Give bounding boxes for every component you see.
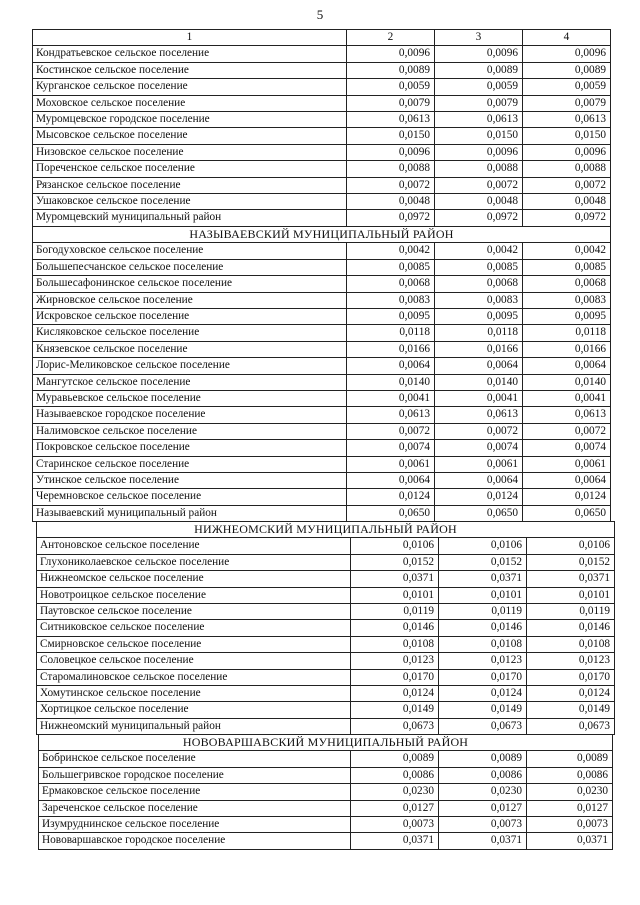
value-col-3: 0,0371	[439, 833, 527, 849]
value-col-4: 0,0119	[527, 604, 615, 620]
settlement-name: Бобринское сельское поселение	[39, 751, 351, 767]
value-col-3: 0,0124	[439, 686, 527, 702]
section-header-row	[37, 522, 615, 538]
value-col-4: 0,0079	[523, 95, 611, 111]
column-header-2: 2	[347, 30, 435, 46]
settlement-name: Новотроицкое сельское поселение	[37, 587, 351, 603]
value-col-2: 0,0149	[351, 702, 439, 718]
settlement-name: Налимовское сельское поселение	[33, 423, 347, 439]
value-col-3: 0,0127	[439, 800, 527, 816]
value-col-3: 0,0150	[435, 128, 523, 144]
settlement-name: Мысовское сельское поселение	[33, 128, 347, 144]
settlement-name: Хомутинское сельское поселение	[37, 686, 351, 702]
value-col-3: 0,0152	[439, 554, 527, 570]
table-row	[33, 407, 611, 423]
table-row	[33, 456, 611, 472]
value-col-2: 0,0085	[347, 259, 435, 275]
column-header-4: 4	[523, 30, 611, 46]
value-col-3: 0,0371	[439, 571, 527, 587]
value-col-3: 0,0972	[435, 210, 523, 226]
settlement-name: Искровское сельское поселение	[33, 308, 347, 324]
settlement-name: Кондратьевское сельское поселение	[33, 46, 347, 62]
value-col-2: 0,0673	[351, 718, 439, 734]
table-row	[33, 79, 611, 95]
settlement-name: Хортицкое сельское поселение	[37, 702, 351, 718]
value-col-4: 0,0371	[527, 833, 613, 849]
value-col-2: 0,0166	[347, 341, 435, 357]
value-col-3: 0,0101	[439, 587, 527, 603]
table-body	[39, 735, 613, 850]
section-title: НОВОВАРШАВСКИЙ МУНИЦИПАЛЬНЫЙ РАЙОН	[39, 735, 613, 751]
settlement-name: Ушаковское сельское поселение	[33, 194, 347, 210]
value-col-3: 0,0042	[435, 243, 523, 259]
table-body	[33, 30, 611, 522]
value-col-2: 0,0096	[347, 46, 435, 62]
value-col-4: 0,0042	[523, 243, 611, 259]
settlement-name: Нижнеомский муниципальный район	[37, 718, 351, 734]
value-col-2: 0,0108	[351, 636, 439, 652]
value-col-4: 0,0123	[527, 653, 615, 669]
value-col-3: 0,0106	[439, 538, 527, 554]
settlement-name: Называевский муниципальный район	[33, 505, 347, 521]
settlement-name: Курганское сельское поселение	[33, 79, 347, 95]
value-col-3: 0,0170	[439, 669, 527, 685]
settlement-name: Называевское городское поселение	[33, 407, 347, 423]
settlement-name: Низовское сельское поселение	[33, 144, 347, 160]
table-row	[37, 620, 615, 636]
table-row	[33, 489, 611, 505]
table-row	[33, 259, 611, 275]
value-col-4: 0,0085	[523, 259, 611, 275]
table-row	[37, 669, 615, 685]
settlement-name: Нововаршавское городское поселение	[39, 833, 351, 849]
table-row	[39, 767, 613, 783]
table-row	[33, 440, 611, 456]
value-col-4: 0,0152	[527, 554, 615, 570]
value-col-4: 0,0068	[523, 276, 611, 292]
data-table	[36, 521, 615, 735]
table-row	[33, 472, 611, 488]
table-row	[33, 341, 611, 357]
table-row	[39, 800, 613, 816]
table-row	[39, 784, 613, 800]
table-part-2	[36, 521, 614, 735]
settlement-name: Глухониколаевское сельское поселение	[37, 554, 351, 570]
value-col-2: 0,0042	[347, 243, 435, 259]
value-col-4: 0,0089	[527, 751, 613, 767]
table-row	[33, 62, 611, 78]
settlement-name: Смирновское сельское поселение	[37, 636, 351, 652]
value-col-2: 0,0088	[347, 161, 435, 177]
value-col-3: 0,0074	[435, 440, 523, 456]
settlement-name: Князевское сельское поселение	[33, 341, 347, 357]
value-col-3: 0,0613	[435, 112, 523, 128]
value-col-2: 0,0048	[347, 194, 435, 210]
settlement-name: Ермаковское сельское поселение	[39, 784, 351, 800]
settlement-name: Нижнеомское сельское поселение	[37, 571, 351, 587]
value-col-2: 0,0059	[347, 79, 435, 95]
value-col-2: 0,0140	[347, 374, 435, 390]
table-row	[37, 587, 615, 603]
table-row	[37, 571, 615, 587]
value-col-4: 0,0146	[527, 620, 615, 636]
value-col-4: 0,0650	[523, 505, 611, 521]
value-col-2: 0,0123	[351, 653, 439, 669]
value-col-3: 0,0096	[435, 144, 523, 160]
settlement-name: Большепесчанское сельское поселение	[33, 259, 347, 275]
table-row	[33, 243, 611, 259]
value-col-2: 0,0041	[347, 390, 435, 406]
value-col-3: 0,0083	[435, 292, 523, 308]
table-row	[33, 276, 611, 292]
settlement-name: Мангутское сельское поселение	[33, 374, 347, 390]
value-col-2: 0,0072	[347, 177, 435, 193]
value-col-2: 0,0124	[351, 686, 439, 702]
settlement-name: Костинское сельское поселение	[33, 62, 347, 78]
value-col-3: 0,0072	[435, 177, 523, 193]
table-part-3	[38, 734, 612, 850]
value-col-4: 0,0101	[527, 587, 615, 603]
table-row	[33, 505, 611, 521]
table-row	[33, 95, 611, 111]
settlement-name: Старинское сельское поселение	[33, 456, 347, 472]
value-col-4: 0,0150	[523, 128, 611, 144]
table-row	[37, 686, 615, 702]
value-col-4: 0,0088	[523, 161, 611, 177]
settlement-name: Антоновское сельское поселение	[37, 538, 351, 554]
value-col-4: 0,0166	[523, 341, 611, 357]
value-col-2: 0,0068	[347, 276, 435, 292]
value-col-4: 0,0096	[523, 144, 611, 160]
value-col-4: 0,0371	[527, 571, 615, 587]
value-col-4: 0,0041	[523, 390, 611, 406]
settlement-name: Лорис-Меликовское сельское поселение	[33, 358, 347, 374]
section-title: НИЖНЕОМСКИЙ МУНИЦИПАЛЬНЫЙ РАЙОН	[37, 522, 615, 538]
value-col-2: 0,0089	[351, 751, 439, 767]
table-row	[37, 653, 615, 669]
table-row	[39, 833, 613, 849]
value-col-4: 0,0048	[523, 194, 611, 210]
value-col-3: 0,0086	[439, 767, 527, 783]
table-body	[37, 522, 615, 735]
value-col-3: 0,0124	[435, 489, 523, 505]
value-col-3: 0,0064	[435, 472, 523, 488]
settlement-name: Ситниковское сельское поселение	[37, 620, 351, 636]
settlement-name: Зареченское сельское поселение	[39, 800, 351, 816]
value-col-2: 0,0089	[347, 62, 435, 78]
value-col-2: 0,0095	[347, 308, 435, 324]
table-row	[33, 194, 611, 210]
value-col-4: 0,0613	[523, 407, 611, 423]
table-row	[33, 128, 611, 144]
value-col-2: 0,0074	[347, 440, 435, 456]
value-col-3: 0,0650	[435, 505, 523, 521]
table-row	[39, 751, 613, 767]
value-col-2: 0,0096	[347, 144, 435, 160]
value-col-2: 0,0061	[347, 456, 435, 472]
value-col-2: 0,0146	[351, 620, 439, 636]
value-col-3: 0,0140	[435, 374, 523, 390]
table-row	[33, 210, 611, 226]
section-header-row	[33, 226, 611, 242]
table-row	[33, 177, 611, 193]
settlement-name: Изумруднинское сельское поселение	[39, 817, 351, 833]
section-title: НАЗЫВАЕВСКИЙ МУНИЦИПАЛЬНЫЙ РАЙОН	[33, 226, 611, 242]
value-col-3: 0,0064	[435, 358, 523, 374]
settlement-name: Пореченское сельское поселение	[33, 161, 347, 177]
value-col-4: 0,0095	[523, 308, 611, 324]
value-col-3: 0,0146	[439, 620, 527, 636]
settlement-name: Большесафонинское сельское поселение	[33, 276, 347, 292]
value-col-4: 0,0118	[523, 325, 611, 341]
settlement-name: Черемновское сельское поселение	[33, 489, 347, 505]
table-row	[33, 390, 611, 406]
value-col-3: 0,0613	[435, 407, 523, 423]
value-col-3: 0,0068	[435, 276, 523, 292]
table-row	[39, 817, 613, 833]
settlement-name: Муравьевское сельское поселение	[33, 390, 347, 406]
value-col-4: 0,0170	[527, 669, 615, 685]
table-row	[37, 604, 615, 620]
value-col-2: 0,0371	[351, 571, 439, 587]
value-col-3: 0,0061	[435, 456, 523, 472]
value-col-3: 0,0118	[435, 325, 523, 341]
settlement-name: Богодуховское сельское поселение	[33, 243, 347, 259]
table-row	[37, 702, 615, 718]
value-col-2: 0,0152	[351, 554, 439, 570]
value-col-3: 0,0041	[435, 390, 523, 406]
table-part-1	[32, 29, 610, 522]
value-col-2: 0,0613	[347, 112, 435, 128]
value-col-4: 0,0127	[527, 800, 613, 816]
table-row	[37, 554, 615, 570]
table-row	[33, 46, 611, 62]
value-col-3: 0,0123	[439, 653, 527, 669]
settlement-name: Покровское сельское поселение	[33, 440, 347, 456]
value-col-2: 0,0118	[347, 325, 435, 341]
value-col-3: 0,0108	[439, 636, 527, 652]
settlement-name: Соловецкое сельское поселение	[37, 653, 351, 669]
value-col-3: 0,0166	[435, 341, 523, 357]
column-header-1: 1	[33, 30, 347, 46]
value-col-2: 0,0086	[351, 767, 439, 783]
value-col-4: 0,0083	[523, 292, 611, 308]
value-col-3: 0,0089	[439, 751, 527, 767]
value-col-3: 0,0048	[435, 194, 523, 210]
table-row	[33, 325, 611, 341]
value-col-4: 0,0140	[523, 374, 611, 390]
value-col-2: 0,0230	[351, 784, 439, 800]
value-col-2: 0,0119	[351, 604, 439, 620]
column-header-row	[33, 30, 611, 46]
table-row	[33, 292, 611, 308]
value-col-2: 0,0127	[351, 800, 439, 816]
settlement-name: Муромцевское городское поселение	[33, 112, 347, 128]
settlement-name: Муромцевский муниципальный район	[33, 210, 347, 226]
value-col-4: 0,0061	[523, 456, 611, 472]
value-col-3: 0,0230	[439, 784, 527, 800]
value-col-4: 0,0106	[527, 538, 615, 554]
value-col-3: 0,0059	[435, 79, 523, 95]
value-col-2: 0,0371	[351, 833, 439, 849]
value-col-3: 0,0119	[439, 604, 527, 620]
value-col-3: 0,0089	[435, 62, 523, 78]
table-row	[33, 161, 611, 177]
value-col-2: 0,0079	[347, 95, 435, 111]
table-row	[33, 144, 611, 160]
value-col-3: 0,0095	[435, 308, 523, 324]
value-col-3: 0,0073	[439, 817, 527, 833]
value-col-3: 0,0096	[435, 46, 523, 62]
value-col-4: 0,0059	[523, 79, 611, 95]
value-col-2: 0,0083	[347, 292, 435, 308]
settlement-name: Утинское сельское поселение	[33, 472, 347, 488]
value-col-4: 0,0073	[527, 817, 613, 833]
value-col-4: 0,0096	[523, 46, 611, 62]
settlement-name: Жирновское сельское поселение	[33, 292, 347, 308]
table-row	[33, 358, 611, 374]
value-col-3: 0,0072	[435, 423, 523, 439]
value-col-2: 0,0124	[347, 489, 435, 505]
data-table	[32, 29, 611, 522]
section-header-row	[39, 735, 613, 751]
value-col-2: 0,0613	[347, 407, 435, 423]
value-col-3: 0,0079	[435, 95, 523, 111]
value-col-4: 0,0064	[523, 472, 611, 488]
value-col-4: 0,0074	[523, 440, 611, 456]
table-row	[33, 308, 611, 324]
table-row	[37, 718, 615, 734]
value-col-2: 0,0064	[347, 472, 435, 488]
column-header-3: 3	[435, 30, 523, 46]
value-col-2: 0,0101	[351, 587, 439, 603]
settlement-name: Паутовское сельское поселение	[37, 604, 351, 620]
data-table	[38, 734, 613, 850]
value-col-4: 0,0086	[527, 767, 613, 783]
table-row	[37, 538, 615, 554]
settlement-name: Рязанское сельское поселение	[33, 177, 347, 193]
table-row	[37, 636, 615, 652]
value-col-3: 0,0085	[435, 259, 523, 275]
value-col-2: 0,0106	[351, 538, 439, 554]
settlement-name: Старомалиновское сельское поселение	[37, 669, 351, 685]
value-col-2: 0,0073	[351, 817, 439, 833]
table-row	[33, 374, 611, 390]
table-row	[33, 423, 611, 439]
value-col-4: 0,0064	[523, 358, 611, 374]
value-col-2: 0,0064	[347, 358, 435, 374]
value-col-4: 0,0673	[527, 718, 615, 734]
value-col-3: 0,0673	[439, 718, 527, 734]
value-col-3: 0,0149	[439, 702, 527, 718]
value-col-4: 0,0072	[523, 177, 611, 193]
value-col-4: 0,0613	[523, 112, 611, 128]
table-row	[33, 112, 611, 128]
settlement-name: Моховское сельское поселение	[33, 95, 347, 111]
value-col-2: 0,0072	[347, 423, 435, 439]
value-col-2: 0,0972	[347, 210, 435, 226]
page-number: 5	[316, 7, 324, 22]
value-col-2: 0,0650	[347, 505, 435, 521]
value-col-4: 0,0972	[523, 210, 611, 226]
settlement-name: Кисляковское сельское поселение	[33, 325, 347, 341]
value-col-3: 0,0088	[435, 161, 523, 177]
value-col-4: 0,0149	[527, 702, 615, 718]
value-col-4: 0,0089	[523, 62, 611, 78]
value-col-4: 0,0124	[527, 686, 615, 702]
value-col-4: 0,0230	[527, 784, 613, 800]
settlement-name: Большегривское городское поселение	[39, 767, 351, 783]
value-col-2: 0,0150	[347, 128, 435, 144]
value-col-4: 0,0124	[523, 489, 611, 505]
value-col-4: 0,0108	[527, 636, 615, 652]
value-col-4: 0,0072	[523, 423, 611, 439]
value-col-2: 0,0170	[351, 669, 439, 685]
